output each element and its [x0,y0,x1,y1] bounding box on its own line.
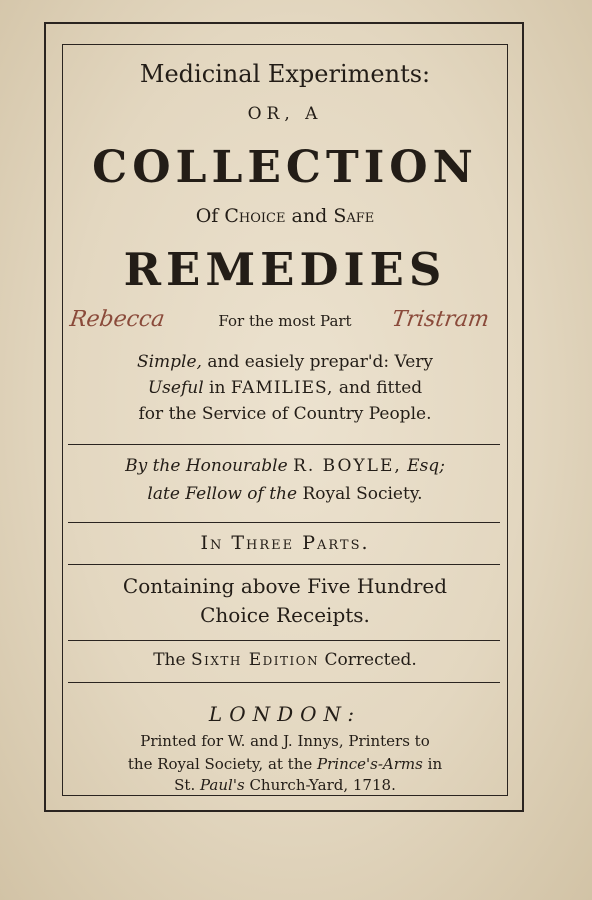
author-esq: Esq; [407,456,445,476]
imprint-princes-arms: Prince's-Arms [317,755,423,773]
description-line-1 [62,352,508,372]
author-name: R. BOYLE, [293,456,402,476]
author-line-2 [62,484,508,504]
imprint-pauls: Paul's [200,776,245,794]
edition-line [62,650,508,670]
imprint-in: in [427,755,443,773]
title-line-choice-and-safe [62,205,508,227]
imprint-st: St. [174,776,196,794]
desc-line-2-rest: and fitted [338,378,423,398]
rule-2 [68,522,500,523]
word-of: Of [195,205,219,227]
imprint-city: LONDON: [208,702,362,726]
handwritten-name-tristram: Tristram [390,307,491,332]
edition-sixth: Sixth Edition [190,650,320,670]
rule-1 [68,444,500,445]
imprint-line-2 [62,755,508,773]
imprint-line-1: Printed for W. and J. Innys, Printers to [140,732,430,750]
rule-5 [68,682,500,683]
title-line-collection: COLLECTION [92,142,478,193]
word-families: FAMILIES, [230,378,334,398]
title-line-or-a: OR, A [247,104,323,124]
word-in: in [209,378,226,398]
description-line-3: for the Service of Country People. [138,404,432,424]
edition-the: The [153,650,186,670]
edition-corrected: Corrected. [324,650,417,670]
containing-line-2: Choice Receipts. [200,603,370,627]
imprint-line-3 [62,776,508,794]
imprint-royal-society: the Royal Society, at the [127,755,313,773]
parts-line: In Three Parts. [200,532,370,554]
handwritten-name-rebecca: Rebecca [68,307,167,332]
desc-line-1-rest: and easiely prepar'd: Very [207,352,434,372]
author-line-1 [62,456,508,476]
rule-4 [68,640,500,641]
title-line-for-the-most-part: For the most Part [218,312,352,330]
word-and: and [291,205,328,227]
word-simple: Simple, [136,352,202,372]
author-late-fellow: late Fellow of the [147,484,298,504]
word-safe: Safe [333,205,375,227]
title-line-remedies: REMEDIES [123,243,447,296]
rule-3 [68,564,500,565]
description-line-2 [62,378,508,398]
imprint-churchyard: Church-Yard, 1718. [249,776,396,794]
word-choice: Choice [224,205,286,227]
author-by-honourable: By the Honourable [125,456,288,476]
author-royal-society: Royal Society. [302,484,423,504]
word-useful: Useful [147,378,204,398]
title-line-medicinal-experiments: Medicinal Experiments: [139,60,431,88]
containing-line-1: Containing above Five Hundred [122,574,448,598]
